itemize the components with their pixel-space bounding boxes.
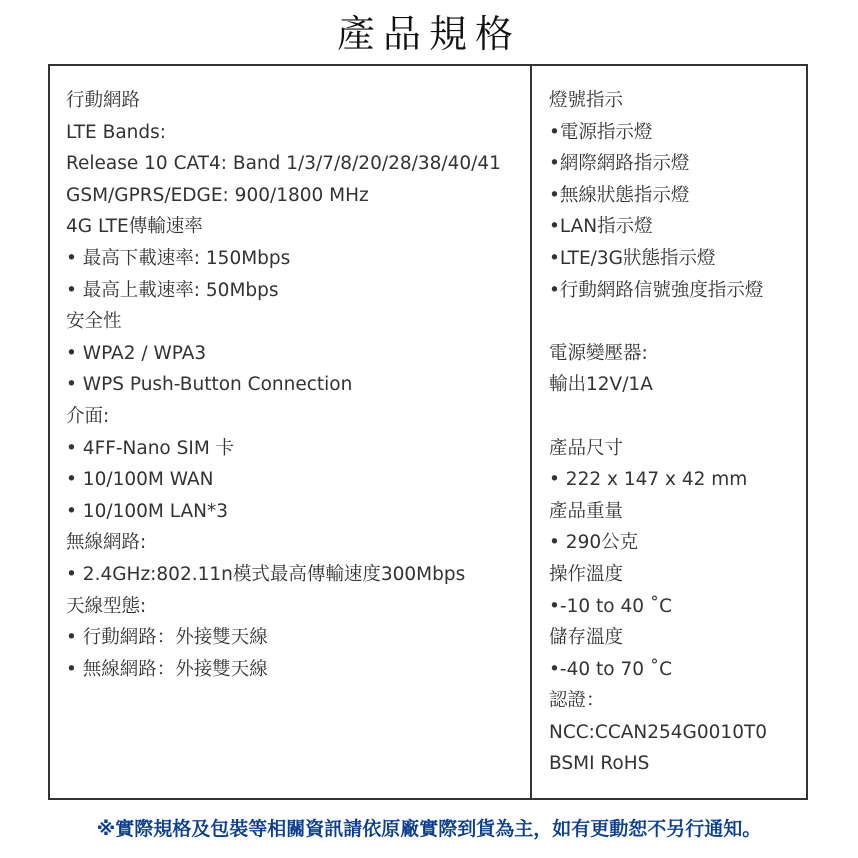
disclaimer-note: ※實際規格及包裝等相關資訊請依原廠實際到貨為主，如有更動恕不另行通知。 xyxy=(96,818,762,840)
spec-left-line: • 最高下載速率: 150Mbps xyxy=(66,247,291,269)
spec-left-line: 介面: xyxy=(66,405,110,427)
spec-right-line: 產品尺寸 xyxy=(549,437,624,459)
spec-right-line: NCC:CCAN254G0010T0 xyxy=(549,721,768,743)
spec-left-line: 天線型態: xyxy=(66,595,147,617)
spec-left-line: GSM/GPRS/EDGE: 900/1800 MHz xyxy=(66,184,369,206)
spec-right-line: •-40 to 70 ˚C xyxy=(549,658,673,680)
spec-column-right xyxy=(549,85,804,780)
spec-right-line: • 222 x 147 x 42 mm xyxy=(549,469,748,491)
spec-right-line: 認證： xyxy=(549,690,605,712)
spec-right-line: 操作溫度 xyxy=(549,563,624,585)
spec-right-line: 電源變壓器: xyxy=(549,342,648,364)
spec-table xyxy=(48,64,808,800)
spec-left-line: • 10/100M WAN xyxy=(66,469,214,491)
spec-left-line: 無線網路: xyxy=(66,532,147,554)
spec-right-line: 儲存溫度 xyxy=(549,627,624,649)
spec-left-line: • 行動網路：外接雙天線 xyxy=(66,627,268,649)
spec-right-line: •LAN指示燈 xyxy=(549,216,653,238)
spec-column-left xyxy=(66,85,526,685)
page-title: 產品規格 xyxy=(336,12,521,56)
spec-left-line: • WPA2 / WPA3 xyxy=(66,342,207,364)
spec-left-line: 行動網路 xyxy=(66,90,141,111)
spec-right-line: 產品重量 xyxy=(549,500,624,522)
spec-right-line: •-10 to 40 ˚C xyxy=(549,595,673,617)
spec-left-line: 4G LTE傳輸速率 xyxy=(66,216,203,238)
spec-right-line: •LTE/3G狀態指示燈 xyxy=(549,247,716,269)
spec-right-line: •無線狀態指示燈 xyxy=(549,184,690,206)
spec-right-line xyxy=(549,306,804,338)
spec-left-line: • 無線網路：外接雙天線 xyxy=(66,658,268,680)
spec-right-line: •行動網路信號強度指示燈 xyxy=(549,279,764,301)
spec-left-line: • 4FF-Nano SIM 卡 xyxy=(66,437,235,459)
spec-right-line xyxy=(549,401,804,433)
spec-right-line: • 290公克 xyxy=(549,532,639,554)
spec-left-line: LTE Bands: xyxy=(66,121,166,143)
spec-left-line: • 最高上載速率: 50Mbps xyxy=(66,279,279,301)
spec-right-line: BSMI RoHS xyxy=(549,753,650,775)
spec-left-line: • 10/100M LAN*3 xyxy=(66,500,228,522)
spec-right-line: •網際網路指示燈 xyxy=(549,153,690,175)
spec-right-line: 燈號指示 xyxy=(549,90,624,111)
spec-left-line: • 2.4GHz:802.11n模式最高傳輸速度300Mbps xyxy=(66,563,466,585)
spec-left-line: 安全性 xyxy=(66,311,122,333)
spec-left-line: • WPS Push-Button Connection xyxy=(66,374,353,396)
spec-right-line: •電源指示燈 xyxy=(549,121,653,143)
spec-right-line: 輸出12V/1A xyxy=(549,374,653,396)
spec-left-line: Release 10 CAT4: Band 1/3/7/8/20/28/38/40/41 xyxy=(66,153,501,175)
column-divider xyxy=(530,66,532,798)
